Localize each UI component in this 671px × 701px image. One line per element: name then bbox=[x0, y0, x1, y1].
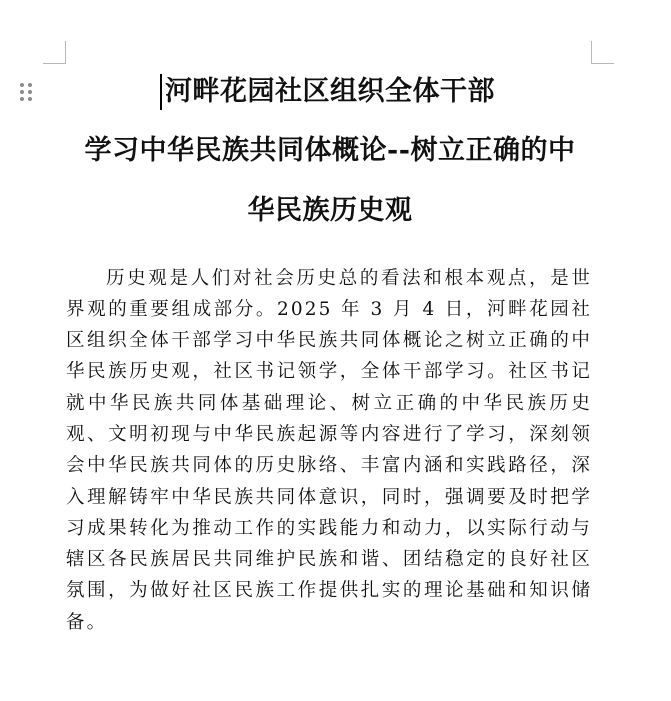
document-title-line-3[interactable]: 华民族历史观 bbox=[247, 195, 413, 226]
drag-handle-icon[interactable] bbox=[19, 82, 33, 102]
text-cursor bbox=[160, 74, 162, 110]
body-paragraph[interactable]: 历史观是人们对社会历史总的看法和根本观点，是世界观的重要组成部分。2025 年 3 月 4 日，河畔花园社区组织全体干部学习中华民族共同体概论之树立正确的中华民族历史观，社区书记领学，全体干部学习。社区书记就中华民族共同体基础理论、树立正确的中华民族历史观、文明初现与中华民族起源等内容进行了学习，深刻领会中华民族共同体的历史脉络、丰富内涵和实践路径，深入理解铸牢中华民族共同体意识，同时，强调要及时把学习成果转化为推动工作的实践能力和动力，以实际行动与辖区各民族居民共同维护民族和谐、团结稳定的良好社区氛围，为做好社区民族工作提供扎实的理论基础和知识储备。 bbox=[66, 267, 592, 633]
document-title-line-2[interactable]: 学习中华民族共同体概论--树立正确的中 bbox=[84, 135, 576, 166]
crop-mark-top-right bbox=[591, 41, 614, 64]
document-title-line-1[interactable]: 河畔花园社区组织全体干部 bbox=[165, 76, 495, 107]
crop-mark-top-left bbox=[43, 41, 66, 64]
